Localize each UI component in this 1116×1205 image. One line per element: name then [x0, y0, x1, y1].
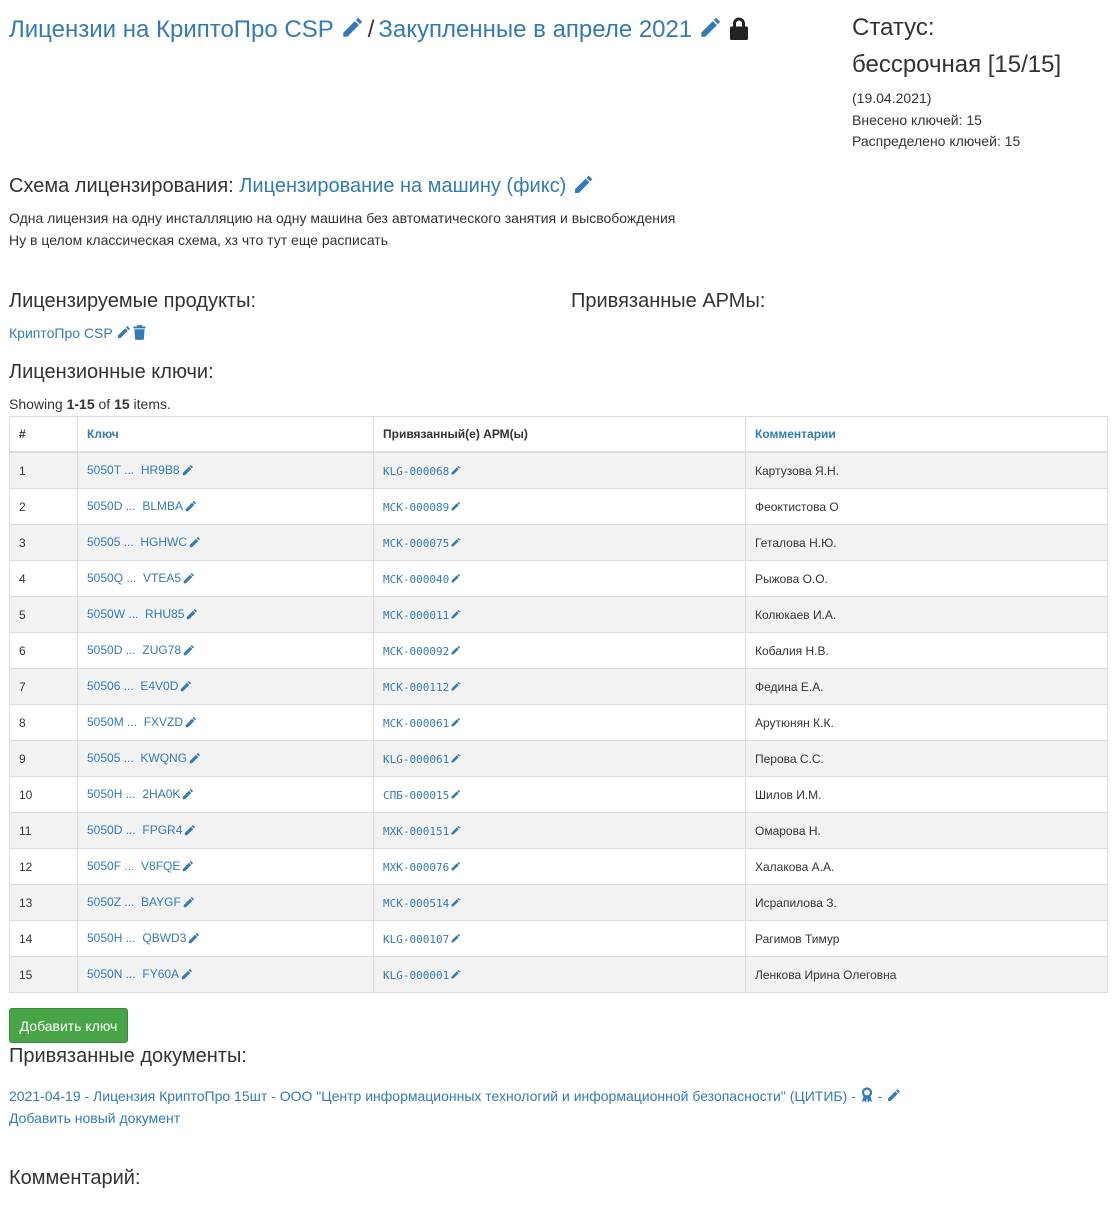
pencil-icon[interactable] [450, 645, 461, 656]
table-row [10, 597, 1108, 633]
key-cell [78, 489, 374, 525]
arm-link[interactable]: KLG-000061 [383, 752, 450, 766]
pencil-icon[interactable] [450, 789, 461, 800]
key-cell [78, 669, 374, 705]
key-link[interactable]: 5050D ... BLMBA [87, 499, 184, 514]
arm-cell [374, 921, 746, 957]
add-key-button[interactable]: Добавить ключ [9, 1008, 128, 1043]
pencil-icon[interactable] [185, 608, 198, 621]
document-item [9, 1085, 901, 1107]
row-num: 6 [10, 633, 78, 669]
key-cell [78, 813, 374, 849]
comment-cell: Арутюнян К.К. [746, 705, 1108, 741]
key-link[interactable]: 5050H ... QBWD3 [87, 931, 187, 946]
pencil-icon[interactable] [184, 500, 197, 513]
arm-link[interactable]: МСК-000092 [383, 644, 450, 658]
comment-cell: Кобалия Н.В. [746, 633, 1108, 669]
pencil-icon[interactable] [340, 16, 364, 40]
pencil-icon[interactable] [450, 465, 461, 476]
add-document-item [9, 1107, 180, 1129]
key-cell [78, 633, 374, 669]
row-num: 2 [10, 489, 78, 525]
status-date: (19.04.2021) [852, 90, 932, 106]
comment-cell: Ленкова Ирина Олеговна [746, 957, 1108, 993]
row-num: 4 [10, 561, 78, 597]
add-document-link[interactable]: Добавить новый документ [9, 1110, 181, 1126]
key-cell [78, 741, 374, 777]
certificate-icon[interactable] [860, 1087, 874, 1103]
pencil-icon[interactable] [181, 788, 194, 801]
key-cell [78, 561, 374, 597]
column-comment[interactable]: Комментарии [746, 417, 1108, 453]
comment-heading: Комментарий: [9, 1167, 141, 1189]
pencil-icon[interactable] [184, 716, 197, 729]
table-row [10, 489, 1108, 525]
keys-table-body [10, 452, 1108, 993]
pencil-icon[interactable] [450, 609, 461, 620]
row-num: 13 [10, 885, 78, 921]
pencil-icon[interactable] [187, 932, 200, 945]
row-num: 5 [10, 597, 78, 633]
arm-cell [374, 957, 746, 993]
key-link[interactable]: 5050T ... HR9B8 [87, 463, 180, 478]
arm-link[interactable]: МСК-000514 [383, 896, 450, 910]
pencil-icon[interactable] [450, 753, 461, 764]
comment-cell: Геталова Н.Ю. [746, 525, 1108, 561]
key-cell [78, 525, 374, 561]
table-row [10, 777, 1108, 813]
key-link[interactable]: 5050Z ... BAYGF [87, 895, 181, 910]
table-row [10, 741, 1108, 777]
arm-cell [374, 849, 746, 885]
pencil-icon[interactable] [450, 681, 461, 692]
table-row [10, 669, 1108, 705]
table-row [10, 561, 1108, 597]
key-link[interactable]: 5050Q ... VTEA5 [87, 571, 182, 586]
comment-cell: Исрапилова З. [746, 885, 1108, 921]
license-title-link[interactable]: Лицензии на КриптоПро CSP [9, 16, 334, 43]
pencil-icon[interactable] [450, 897, 461, 908]
table-row [10, 525, 1108, 561]
key-link[interactable]: 5050N ... FY60A [87, 967, 180, 982]
row-num: 14 [10, 921, 78, 957]
key-cell [78, 597, 374, 633]
table-header-row [10, 417, 1108, 453]
pencil-icon[interactable] [182, 896, 195, 909]
row-num: 15 [10, 957, 78, 993]
arm-link[interactable]: СПБ-000015 [383, 788, 450, 802]
key-link[interactable]: 5050D ... FPGR4 [87, 823, 183, 838]
table-summary: Showing 1-15 of 15 items. [9, 396, 171, 412]
comment-cell: Колюкаев И.А. [746, 597, 1108, 633]
key-link[interactable]: 5050M ... FXVZD [87, 715, 184, 730]
pencil-icon[interactable] [183, 824, 196, 837]
keys-heading: Лицензионные ключи: [9, 361, 214, 383]
arm-cell [374, 669, 746, 705]
column-key[interactable]: Ключ [78, 417, 374, 453]
scheme-description-1: Одна лицензия на одну инсталляцию на одну машина без автоматического занятия и высвобождения [9, 210, 676, 226]
arm-link[interactable]: МСК-000061 [383, 716, 450, 730]
arm-link[interactable]: МХК-000076 [383, 860, 450, 874]
comment-cell: Халакова А.А. [746, 849, 1108, 885]
pencil-icon[interactable] [188, 536, 201, 549]
table-row [10, 921, 1108, 957]
key-link[interactable]: 50505 ... HGHWC [87, 535, 188, 550]
arm-cell [374, 597, 746, 633]
comment-cell: Перова С.С. [746, 741, 1108, 777]
key-link[interactable]: 5050H ... 2HA0K [87, 787, 181, 802]
arm-cell [374, 561, 746, 597]
pencil-icon[interactable] [188, 752, 201, 765]
key-cell [78, 452, 374, 489]
arm-link[interactable]: МСК-000089 [383, 500, 450, 514]
products-heading: Лицензируемые продукты: [9, 290, 257, 312]
pencil-icon[interactable] [182, 572, 195, 585]
scheme-label: Схема лицензирования: [9, 175, 234, 197]
pencil-icon[interactable] [886, 1088, 901, 1103]
pencil-icon[interactable] [450, 573, 461, 584]
arm-cell [374, 777, 746, 813]
comment-cell: Шилов И.М. [746, 777, 1108, 813]
product-item [9, 322, 146, 344]
pencil-icon[interactable] [450, 933, 461, 944]
scheme-heading [9, 173, 594, 199]
arm-cell [374, 525, 746, 561]
comment-cell: Федина Е.А. [746, 669, 1108, 705]
row-num: 11 [10, 813, 78, 849]
keys-table [9, 416, 1108, 993]
row-num: 10 [10, 777, 78, 813]
key-cell [78, 921, 374, 957]
pencil-icon[interactable] [450, 537, 461, 548]
column-arm: Привязанный(е) АРМ(ы) [374, 417, 746, 453]
scheme-description-2: Ну в целом классическая схема, хз что тут еще расписать [9, 232, 389, 248]
document-link[interactable]: 2021-04-19 - Лицензия КриптоПро 15шт - ООО "Центр информационных технологий и информационной безопасности" (ЦИТИБ) - [9, 1088, 856, 1104]
key-link[interactable]: 50506 ... E4V0D [87, 679, 179, 694]
keys-distributed: Распределено ключей: 15 [852, 133, 1021, 149]
title-separator: / [367, 16, 375, 43]
row-num: 1 [10, 452, 78, 489]
pencil-icon[interactable] [698, 16, 722, 40]
arm-link[interactable]: МСК-000040 [383, 572, 450, 586]
table-row [10, 813, 1108, 849]
lock-icon [728, 16, 750, 40]
trash-icon[interactable] [133, 325, 146, 340]
key-cell [78, 705, 374, 741]
arm-link[interactable]: KLG-000107 [383, 932, 450, 946]
comment-cell: Омарова Н. [746, 813, 1108, 849]
table-row [10, 705, 1108, 741]
key-cell [78, 957, 374, 993]
key-link[interactable]: 50505 ... KWQNG [87, 751, 188, 766]
table-row [10, 849, 1108, 885]
document-separator: - [873, 1088, 887, 1104]
row-num: 12 [10, 849, 78, 885]
purchase-title-link[interactable]: Закупленные в апреле 2021 [378, 16, 693, 43]
arm-link[interactable]: KLG-000001 [383, 968, 450, 982]
key-link[interactable]: 5050F ... V8FQE [87, 859, 181, 874]
pencil-icon[interactable] [450, 501, 461, 512]
scheme-link[interactable]: Лицензирование на машину (фикс) [239, 175, 567, 197]
pencil-icon[interactable] [181, 860, 194, 873]
arm-link[interactable]: МСК-000075 [383, 536, 450, 550]
pencil-icon[interactable] [450, 717, 461, 728]
pencil-icon[interactable] [179, 680, 192, 693]
pencil-icon[interactable] [182, 644, 195, 657]
row-num: 8 [10, 705, 78, 741]
pencil-icon[interactable] [450, 825, 461, 836]
key-link[interactable]: 5050W ... RHU85 [87, 607, 185, 622]
status-value: бессрочная [15/15] [852, 51, 1062, 78]
product-link[interactable]: КриптоПро CSP [9, 325, 113, 341]
arm-cell [374, 452, 746, 489]
table-row [10, 452, 1108, 489]
key-cell [78, 777, 374, 813]
arm-link[interactable]: МХК-000151 [383, 824, 450, 838]
row-num: 3 [10, 525, 78, 561]
arm-cell [374, 489, 746, 525]
comment-cell: Рыжова О.О. [746, 561, 1108, 597]
row-num: 7 [10, 669, 78, 705]
pencil-icon[interactable] [572, 174, 594, 196]
key-link[interactable]: 5050D ... ZUG78 [87, 643, 182, 658]
arms-heading: Привязанные АРМы: [571, 290, 766, 312]
status-label: Статус: [852, 14, 935, 41]
table-row [10, 885, 1108, 921]
table-row [10, 633, 1108, 669]
comment-cell: Феоктистова О [746, 489, 1108, 525]
arm-cell [374, 705, 746, 741]
arm-cell [374, 885, 746, 921]
arm-cell [374, 813, 746, 849]
arm-link[interactable]: МСК-000011 [383, 608, 450, 622]
comment-cell: Картузова Я.Н. [746, 452, 1108, 489]
pencil-icon[interactable] [450, 861, 461, 872]
keys-entered: Внесено ключей: 15 [852, 112, 982, 128]
pencil-icon[interactable] [180, 968, 193, 981]
key-cell [78, 885, 374, 921]
pencil-icon[interactable] [181, 464, 194, 477]
key-cell [78, 849, 374, 885]
pencil-icon[interactable] [450, 969, 461, 980]
arm-link[interactable]: KLG-000068 [383, 464, 450, 478]
arm-cell [374, 741, 746, 777]
arm-link[interactable]: МСК-000112 [383, 680, 450, 694]
pencil-icon[interactable] [116, 325, 131, 340]
table-row [10, 957, 1108, 993]
documents-heading: Привязанные документы: [9, 1045, 247, 1067]
row-num: 9 [10, 741, 78, 777]
arm-cell [374, 633, 746, 669]
page-title [9, 14, 750, 46]
column-num: # [10, 417, 78, 453]
comment-cell: Рагимов Тимур [746, 921, 1108, 957]
